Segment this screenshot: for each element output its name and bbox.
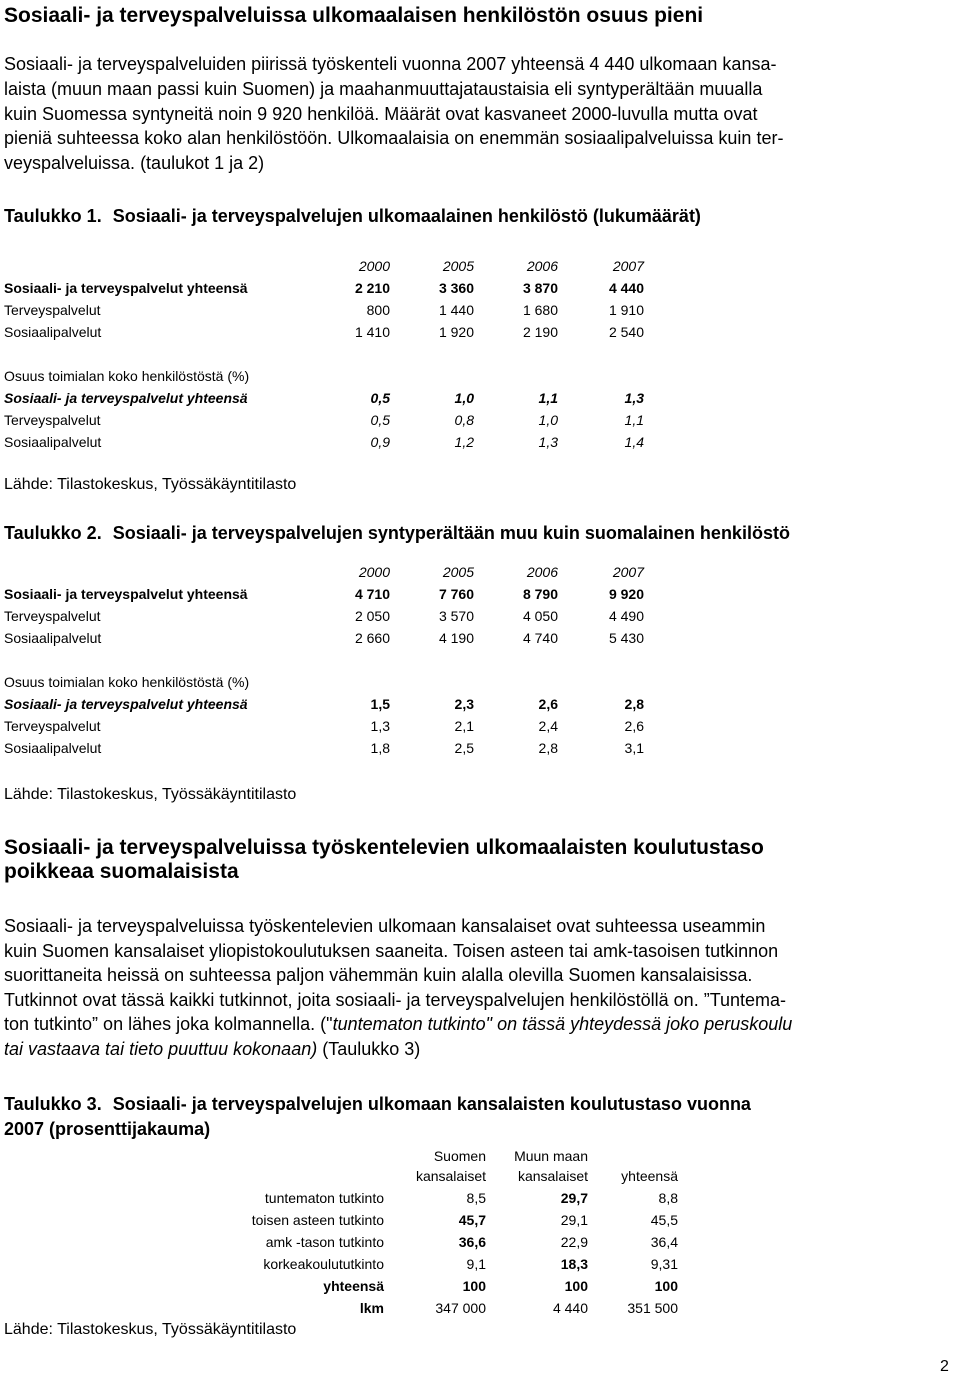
cell: 100 (564, 1278, 588, 1294)
cell: 800 (366, 302, 390, 318)
cell: 351 500 (627, 1300, 678, 1316)
cell: 5 430 (608, 630, 644, 646)
cell: 2,1 (454, 718, 474, 734)
table-row (4, 302, 704, 322)
cell: 8,8 (658, 1190, 678, 1206)
col-header: Muun maan (514, 1148, 588, 1164)
cell: 1,3 (370, 718, 390, 734)
paragraph-text: (Taulukko 3) (317, 1038, 421, 1059)
cell: 45,7 (458, 1212, 486, 1228)
cell: 1,8 (370, 740, 390, 756)
cell: 9 920 (608, 586, 644, 602)
section2-title (4, 836, 764, 884)
table2-title: Sosiaali- ja terveyspalvelujen syntyperältään muu kuin suomalainen henkilöstö (112, 523, 790, 543)
intro-paragraph (4, 52, 956, 176)
paragraph-text: ton tutkinto” on lähes joka kolmannella. (" (4, 1014, 333, 1034)
cell: 1,2 (454, 434, 474, 450)
year-header: 2005 (442, 258, 474, 274)
row-label: amk -tason tutkinto (265, 1234, 384, 1250)
row-label: Terveyspalvelut (4, 302, 101, 318)
paragraph-line: kuin Suomen kansalaiset yliopistokoulutuksen saaneita. Toisen asteen tai amk-tasoisen tutkinnon (4, 940, 779, 961)
cell: 1,1 (538, 390, 558, 406)
cell: 1 410 (354, 324, 390, 340)
cell: 4 490 (608, 608, 644, 624)
cell: 2,5 (454, 740, 474, 756)
cell: 3,1 (624, 740, 644, 756)
cell: 1,3 (538, 434, 558, 450)
table-row (4, 586, 704, 606)
table-row (4, 280, 704, 300)
cell: 2 190 (522, 324, 558, 340)
cell: 2 050 (354, 608, 390, 624)
table-row (4, 324, 704, 344)
row-label: Sosiaali- ja terveyspalvelut yhteensä (4, 280, 248, 296)
share-heading-label: Osuus toimialan koko henkilöstöstä (%) (4, 674, 250, 690)
row-label: toisen asteen tutkinto (251, 1212, 384, 1228)
year-header: 2006 (526, 564, 558, 580)
table3 (0, 1148, 700, 1323)
table-row (4, 608, 704, 628)
cell: 3 870 (522, 280, 558, 296)
row-label: Terveyspalvelut (4, 718, 101, 734)
cell: 2,8 (538, 740, 558, 756)
cell: 9,31 (650, 1256, 678, 1272)
table1-label: Taulukko 1. (4, 206, 102, 226)
share-heading (4, 674, 704, 694)
cell: 36,4 (650, 1234, 678, 1250)
paragraph-italic: tuntematon tutkinto" on tässä yhteydessä joko peruskoulu (332, 1014, 793, 1034)
row-label: yhteensä (323, 1278, 384, 1294)
row-label: Sosiaalipalvelut (4, 324, 102, 340)
row-label: Terveyspalvelut (4, 412, 101, 428)
table1-title: Sosiaali- ja terveyspalvelujen ulkomaalainen henkilöstö (lukumäärät) (112, 206, 701, 226)
cell: 2 210 (354, 280, 390, 296)
table1-caption (4, 206, 701, 227)
section2-title-line: Sosiaali- ja terveyspalveluissa työskentelevien ulkomaalaisten koulutustaso (4, 836, 764, 859)
cell: 1 440 (438, 302, 474, 318)
table3-source: Lähde: Tilastokeskus, Työssäkäyntitilasto (4, 1321, 297, 1338)
cell: 2,4 (538, 718, 558, 734)
cell: 4 710 (354, 586, 390, 602)
row-label: Sosiaali- ja terveyspalvelut yhteensä (4, 586, 248, 602)
row-label: Sosiaali- ja terveyspalvelut yhteensä (4, 696, 248, 712)
cell: 2 540 (608, 324, 644, 340)
cell: 100 (654, 1278, 678, 1294)
table1 (4, 258, 704, 468)
year-header: 2007 (612, 258, 644, 274)
table-row (4, 390, 704, 410)
paragraph-line: kuin Suomessa syntyneitä noin 9 920 henkilöä. Määrät ovat kasvaneet 2000-luvulla mutta ovat (4, 103, 758, 124)
table1-header-row (4, 258, 704, 278)
cell: 36,6 (458, 1234, 486, 1250)
table2 (4, 564, 704, 764)
row-label: Sosiaali- ja terveyspalvelut yhteensä (4, 390, 248, 406)
cell: 0,5 (370, 390, 390, 406)
cell: 0,5 (370, 412, 390, 428)
paragraph-line: Sosiaali- ja terveyspalveluiden piirissä työskenteli vuonna 2007 yhteensä 4 440 ulkomaan kansa- (4, 54, 777, 74)
cell: 29,1 (560, 1212, 588, 1228)
row-label: Sosiaalipalvelut (4, 630, 102, 646)
row-label: korkeakoulututkinto (263, 1256, 384, 1272)
cell: 4 440 (552, 1300, 588, 1316)
cell: 8,5 (466, 1190, 486, 1206)
paragraph-italic: tai vastaava tai tieto puuttuu kokonaan) (4, 1038, 318, 1059)
table1-source: Lähde: Tilastokeskus, Työssäkäyntitilasto (4, 476, 297, 493)
cell: 1 920 (438, 324, 474, 340)
cell: 18,3 (560, 1256, 588, 1272)
table-row (4, 434, 704, 454)
row-label: Sosiaalipalvelut (4, 740, 102, 756)
cell: 3 570 (438, 608, 474, 624)
table2-source: Lähde: Tilastokeskus, Työssäkäyntitilasto (4, 786, 297, 803)
cell: 347 000 (435, 1300, 486, 1316)
cell: 7 760 (438, 586, 474, 602)
cell: 0,9 (370, 434, 390, 450)
cell: 8 790 (522, 586, 558, 602)
paragraph-line: Sosiaali- ja terveyspalveluissa työskentelevien ulkomaan kansalaiset ovat suhteessa useammin (4, 916, 766, 936)
col-header: Suomen (433, 1148, 486, 1164)
cell: 1 910 (608, 302, 644, 318)
table-row (4, 740, 704, 760)
paragraph-line (4, 1012, 956, 1037)
table2-label: Taulukko 2. (4, 523, 102, 543)
cell: 1,0 (454, 390, 474, 406)
cell: 29,7 (560, 1190, 588, 1206)
cell: 2,3 (454, 696, 474, 712)
cell: 9,1 (466, 1256, 486, 1272)
cell: 3 360 (438, 280, 474, 296)
paragraph-line: veyspalveluissa. (taulukot 1 ja 2) (4, 153, 265, 174)
year-header: 2005 (442, 564, 474, 580)
year-header: 2007 (612, 564, 644, 580)
row-label: Sosiaalipalvelut (4, 434, 102, 450)
paragraph-line: pieniä suhteessa koko alan henkilöstöön. Ulkomaalaisia on enemmän sosiaalipalveluissa kuin ter- (4, 128, 784, 149)
table-row (4, 718, 704, 738)
row-label: Terveyspalvelut (4, 608, 101, 624)
cell: 4 190 (438, 630, 474, 646)
table-row (4, 696, 704, 716)
cell: 2,8 (624, 696, 644, 712)
table3-title: Sosiaali- ja terveyspalvelujen ulkomaan kansalaisten koulutustaso vuonna (112, 1094, 751, 1114)
table-row (4, 412, 704, 432)
cell: 2 660 (354, 630, 390, 646)
cell: 100 (462, 1278, 486, 1294)
paragraph-line: Tutkinnot ovat tässä kaikki tutkinnot, joita sosiaali- ja terveyspalvelujen henkilöstöllä on. ”Tuntema- (4, 989, 787, 1010)
cell: 4 440 (608, 280, 644, 296)
table-row (4, 630, 704, 650)
share-heading (4, 368, 704, 388)
table3-label: Taulukko 3. (4, 1094, 102, 1114)
cell: 4 740 (522, 630, 558, 646)
cell: 2,6 (538, 696, 558, 712)
year-header: 2006 (526, 258, 558, 274)
row-label: tuntematon tutkinto (264, 1190, 384, 1206)
cell: 22,9 (560, 1234, 588, 1250)
year-header: 2000 (358, 258, 390, 274)
col-header: kansalaiset (517, 1168, 588, 1184)
share-heading-label: Osuus toimialan koko henkilöstöstä (%) (4, 368, 250, 384)
cell: 1,4 (624, 434, 644, 450)
table2-header-row (4, 564, 704, 584)
paragraph-line: laista (muun maan passi kuin Suomen) ja maahanmuuttajataustaisia eli syntyperältään muualla (4, 78, 763, 99)
table3-title-line2: 2007 (prosenttijakauma) (4, 1119, 211, 1139)
row-label: lkm (359, 1300, 384, 1316)
cell: 1 680 (522, 302, 558, 318)
cell: 1,0 (538, 412, 558, 428)
paragraph-line: suorittaneita heissä on suhteessa paljon vähemmän kuin alalla olevilla Suomen kansalaisissa. (4, 965, 753, 985)
cell: 2,6 (624, 718, 644, 734)
cell: 1,5 (370, 696, 390, 712)
cell: 4 050 (522, 608, 558, 624)
col-header: kansalaiset (415, 1168, 486, 1184)
section2-paragraph (4, 914, 956, 1061)
section-title: Sosiaali- ja terveyspalveluissa ulkomaalaisen henkilöstön osuus pieni (4, 4, 704, 27)
section2-title-line: poikkeaa suomalaisista (4, 860, 239, 883)
table2-caption (4, 523, 790, 544)
page-number: 2 (940, 1358, 949, 1375)
cell: 1,3 (624, 390, 644, 406)
table3-caption (4, 1092, 751, 1142)
cell: 1,1 (624, 412, 644, 428)
paragraph-line (4, 1037, 956, 1062)
cell: 0,8 (454, 412, 474, 428)
col-header: yhteensä (621, 1168, 678, 1184)
year-header: 2000 (358, 564, 390, 580)
cell: 45,5 (650, 1212, 678, 1228)
